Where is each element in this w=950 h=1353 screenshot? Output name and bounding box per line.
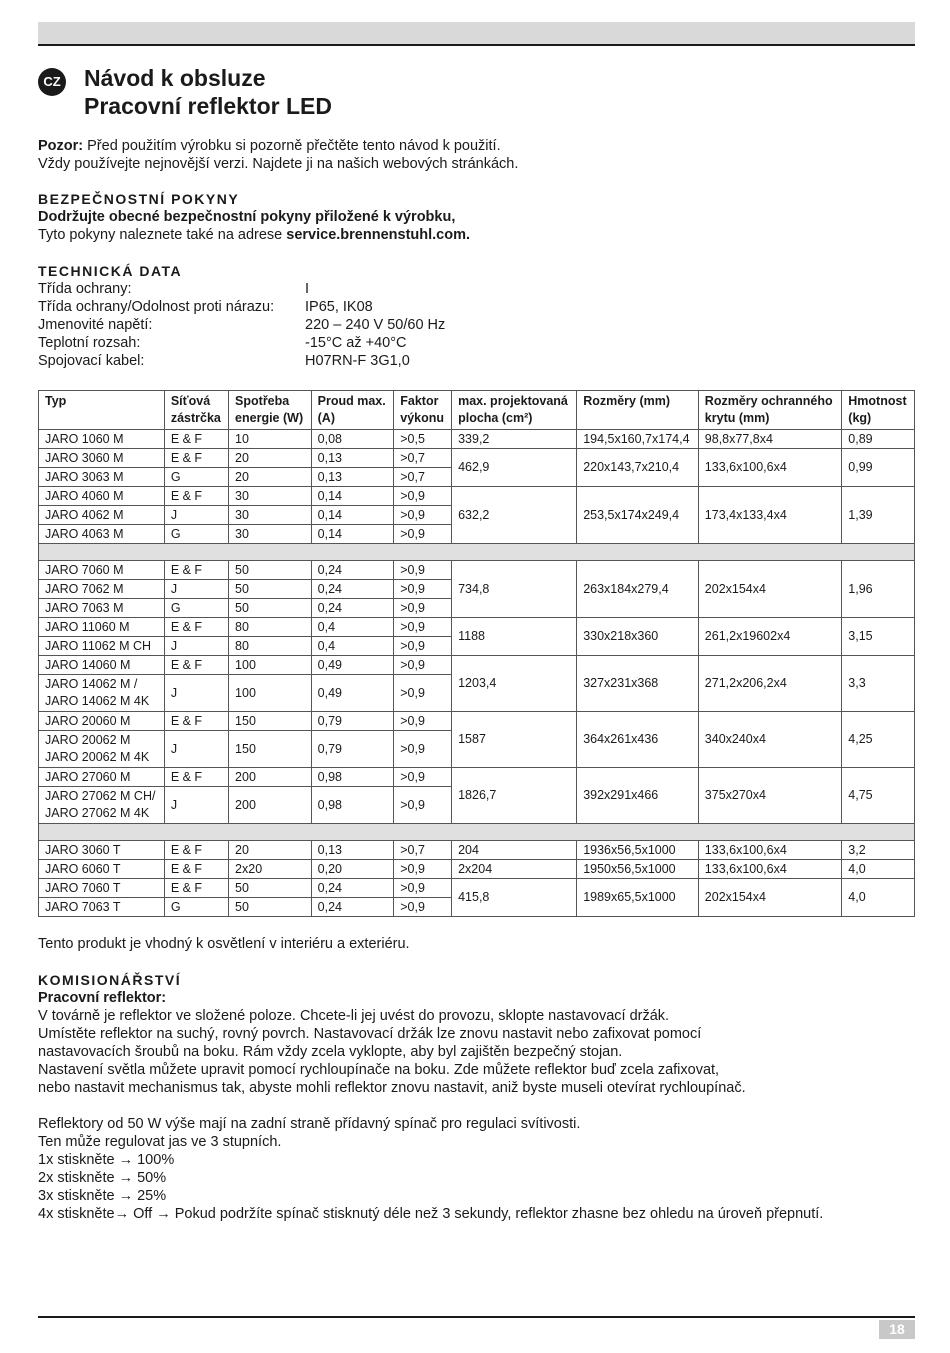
power-factor-cell: >0,9 [394, 879, 452, 898]
power-factor-cell: >0,9 [394, 898, 452, 917]
type-cell [39, 860, 165, 879]
power-factor-cell: >0,9 [394, 656, 452, 675]
current-cell: 0,08 [311, 430, 394, 449]
power-cell: 200 [229, 768, 312, 787]
notice-line-1: Před použitím výrobku si pozorně přečtěte tento návod k použití. [83, 138, 501, 154]
power-cell: 50 [229, 599, 312, 618]
dimensions-cell: 1989x65,5x1000 [577, 879, 699, 917]
type-cell [39, 841, 165, 860]
current-cell: 0,14 [311, 525, 394, 544]
plug-cell: E & F [164, 449, 228, 468]
plug-cell: J [164, 675, 228, 712]
power-factor-cell: >0,7 [394, 841, 452, 860]
power-cell: 30 [229, 487, 312, 506]
spec-row [38, 316, 915, 334]
plug-cell: E & F [164, 656, 228, 675]
spec-value: 220 – 240 V 50/60 Hz [305, 317, 446, 333]
column-header-line-2: zástrčka [170, 411, 221, 425]
type-line-1: JARO 1060 M [45, 431, 124, 446]
area-cell: 1826,7 [452, 768, 577, 824]
product-table [38, 390, 915, 917]
type-line-1: JARO 3060 M [45, 450, 124, 465]
dimensions-cell: 327x231x368 [577, 656, 699, 712]
power-cell: 20 [229, 468, 312, 487]
current-cell: 0,13 [311, 468, 394, 487]
weight-cell: 0,99 [842, 449, 915, 487]
spec-row [38, 280, 915, 298]
dimensions-cell: 330x218x360 [577, 618, 699, 656]
type-cell [39, 506, 165, 525]
blank-line [38, 1097, 915, 1115]
weight-cell: 4,0 [842, 879, 915, 917]
dimensions-cell: 194,5x160,7x174,4 [577, 430, 699, 449]
type-cell [39, 618, 165, 637]
current-cell: 0,24 [311, 580, 394, 599]
column-header [394, 391, 452, 430]
power-factor-cell: >0,9 [394, 561, 452, 580]
housing-cell: 375x270x4 [698, 768, 841, 824]
technical-data-section [38, 262, 915, 370]
spec-list [38, 280, 915, 370]
area-cell: 734,8 [452, 561, 577, 618]
top-header-bar [38, 22, 915, 46]
type-line-2: JARO 27062 M 4K [45, 806, 150, 820]
plug-cell: G [164, 898, 228, 917]
type-line-2: JARO 20062 M 4K [45, 750, 150, 764]
commissioning-line: Ten může regulovat jas ve 3 stupních. [38, 1134, 282, 1150]
current-cell: 0,49 [311, 675, 394, 712]
power-factor-cell: >0,9 [394, 618, 452, 637]
weight-cell: 3,3 [842, 656, 915, 712]
type-cell [39, 449, 165, 468]
plug-cell: J [164, 580, 228, 599]
current-cell: 0,14 [311, 506, 394, 525]
area-cell: 462,9 [452, 449, 577, 487]
table-row [39, 860, 915, 879]
safety-bold-line: Dodržujte obecné bezpečnostní pokyny přiložené k výrobku, [38, 209, 456, 225]
type-cell [39, 430, 165, 449]
housing-cell: 261,2x19602x4 [698, 618, 841, 656]
power-cell: 50 [229, 898, 312, 917]
current-cell: 0,13 [311, 841, 394, 860]
type-line-1: JARO 11060 M [45, 619, 130, 634]
column-header [842, 391, 915, 430]
power-factor-cell: >0,9 [394, 637, 452, 656]
weight-cell: 4,0 [842, 860, 915, 879]
plug-cell: E & F [164, 879, 228, 898]
type-cell [39, 656, 165, 675]
spec-row [38, 298, 915, 316]
area-cell: 339,2 [452, 430, 577, 449]
spec-row [38, 352, 915, 370]
type-cell [39, 768, 165, 787]
table-row [39, 879, 915, 898]
power-cell: 50 [229, 879, 312, 898]
power-factor-cell: >0,9 [394, 506, 452, 525]
type-line-1: JARO 11062 M CH [45, 638, 152, 653]
plug-cell: J [164, 731, 228, 768]
column-header-line-2: krytu (mm) [704, 411, 770, 425]
separator-cell [39, 824, 915, 841]
type-line-1: JARO 20060 M [45, 713, 131, 728]
weight-cell: 0,89 [842, 430, 915, 449]
column-header-line-2: energie (W) [235, 411, 304, 425]
current-cell: 0,24 [311, 599, 394, 618]
weight-cell: 4,75 [842, 768, 915, 824]
column-header [577, 391, 699, 430]
spec-value: -15°C až +40°C [305, 335, 407, 351]
type-cell [39, 675, 165, 712]
housing-cell: 173,4x133,4x4 [698, 487, 841, 544]
table-row [39, 430, 915, 449]
type-line-1: JARO 27062 M CH/ [45, 789, 156, 803]
type-line-2: JARO 14062 M 4K [45, 694, 150, 708]
power-cell: 50 [229, 580, 312, 599]
housing-cell: 98,8x77,8x4 [698, 430, 841, 449]
commissioning-line: 4x stiskněte→ Off → Pokud podržíte spínač stisknutý déle než 3 sekundy, reflektor zhasne bez ohledu na úroveň přepnutí. [38, 1206, 824, 1222]
separator-cell [39, 544, 915, 561]
spec-label: Jmenovité napětí: [38, 317, 153, 333]
commissioning-line: 3x stiskněte → 25% [38, 1188, 167, 1204]
housing-cell: 202x154x4 [698, 879, 841, 917]
commissioning-text [38, 1007, 915, 1223]
service-url-link[interactable]: service.brennenstuhl.com. [286, 227, 471, 243]
type-line-1: JARO 3060 T [45, 842, 121, 857]
table-separator-row [39, 544, 915, 561]
column-header-line-1: Rozměry (mm) [583, 394, 671, 408]
dimensions-cell: 392x291x466 [577, 768, 699, 824]
current-cell: 0,79 [311, 731, 394, 768]
current-cell: 0,49 [311, 656, 394, 675]
plug-cell: E & F [164, 430, 228, 449]
column-header [164, 391, 228, 430]
area-cell: 1203,4 [452, 656, 577, 712]
column-header-line-1: max. projektovaná [458, 394, 568, 408]
current-cell: 0,24 [311, 898, 394, 917]
table-header-row [39, 391, 915, 430]
plug-cell: E & F [164, 561, 228, 580]
plug-cell: G [164, 599, 228, 618]
page-title [84, 64, 332, 120]
plug-cell: J [164, 637, 228, 656]
weight-cell: 4,25 [842, 712, 915, 768]
dimensions-cell: 220x143,7x210,4 [577, 449, 699, 487]
commissioning-line: Reflektory od 50 W výše mají na zadní straně přídavný spínač pro regulaci svítivosti. [38, 1116, 581, 1132]
plug-cell: J [164, 787, 228, 824]
type-cell [39, 580, 165, 599]
current-cell: 0,13 [311, 449, 394, 468]
power-factor-cell: >0,9 [394, 525, 452, 544]
type-cell [39, 879, 165, 898]
spec-value: IP65, IK08 [305, 299, 373, 315]
spec-label: Třída ochrany: [38, 281, 132, 297]
plug-cell: E & F [164, 487, 228, 506]
area-cell: 632,2 [452, 487, 577, 544]
weight-cell: 3,2 [842, 841, 915, 860]
type-line-1: JARO 7060 T [45, 880, 121, 895]
table-row [39, 768, 915, 787]
column-header-line-1: Rozměry ochranného [704, 394, 833, 408]
power-cell: 10 [229, 430, 312, 449]
plug-cell: J [164, 506, 228, 525]
notice-line-2: Vždy používejte nejnovější verzi. Najdete ji na našich webových stránkách. [38, 156, 519, 172]
power-factor-cell: >0,9 [394, 599, 452, 618]
type-line-1: JARO 7060 M [45, 562, 124, 577]
table-row [39, 712, 915, 731]
plug-cell: G [164, 468, 228, 487]
plug-cell: E & F [164, 618, 228, 637]
power-factor-cell: >0,9 [394, 487, 452, 506]
area-cell: 1587 [452, 712, 577, 768]
current-cell: 0,20 [311, 860, 394, 879]
type-cell [39, 898, 165, 917]
power-cell: 80 [229, 618, 312, 637]
power-cell: 30 [229, 506, 312, 525]
technical-data-heading: TECHNICKÁ DATA [38, 263, 183, 279]
current-cell: 0,98 [311, 787, 394, 824]
spec-label: Teplotní rozsah: [38, 335, 141, 351]
power-cell: 80 [229, 637, 312, 656]
type-cell [39, 731, 165, 768]
weight-cell: 3,15 [842, 618, 915, 656]
plug-cell: E & F [164, 841, 228, 860]
power-cell: 20 [229, 449, 312, 468]
dimensions-cell: 253,5x174x249,4 [577, 487, 699, 544]
power-factor-cell: >0,7 [394, 468, 452, 487]
column-header [39, 391, 165, 430]
notice-label: Pozor: [38, 138, 84, 154]
spec-label: Spojovací kabel: [38, 353, 145, 369]
weight-cell: 1,96 [842, 561, 915, 618]
power-cell: 30 [229, 525, 312, 544]
area-cell: 1188 [452, 618, 577, 656]
housing-cell: 340x240x4 [698, 712, 841, 768]
table-separator-row [39, 824, 915, 841]
housing-cell: 133,6x100,6x4 [698, 449, 841, 487]
plug-cell: E & F [164, 768, 228, 787]
commissioning-line: Nastavení světla můžete upravit pomocí rychloupínače na boku. Zde můžete reflektor buď zcela zafixovat, [38, 1062, 720, 1078]
column-header-line-1: Hmotnost [848, 394, 907, 408]
title-line-2: Pracovní reflektor LED [84, 93, 332, 119]
type-line-1: JARO 20062 M [45, 733, 131, 747]
safety-line: Tyto pokyny naleznete také na adrese [38, 227, 287, 243]
type-line-1: JARO 4060 M [45, 488, 124, 503]
weight-cell: 1,39 [842, 487, 915, 544]
current-cell: 0,98 [311, 768, 394, 787]
type-cell [39, 487, 165, 506]
current-cell: 0,14 [311, 487, 394, 506]
power-factor-cell: >0,7 [394, 449, 452, 468]
type-line-1: JARO 4062 M [45, 507, 124, 522]
commissioning-section [38, 971, 915, 1223]
column-header [452, 391, 577, 430]
column-header-line-1: Síťová [170, 394, 211, 408]
table-row [39, 449, 915, 468]
type-line-1: JARO 7062 M [45, 581, 124, 596]
type-line-1: JARO 14062 M / [45, 677, 138, 691]
commissioning-heading: KOMISIONÁŘSTVÍ [38, 972, 182, 988]
power-factor-cell: >0,9 [394, 712, 452, 731]
type-cell [39, 712, 165, 731]
housing-cell: 133,6x100,6x4 [698, 841, 841, 860]
commissioning-line: V továrně je reflektor ve složené poloze. Chcete-li jej uvést do provozu, sklopte nastavovací držák. [38, 1008, 670, 1024]
power-factor-cell: >0,5 [394, 430, 452, 449]
table-row [39, 487, 915, 506]
power-cell: 20 [229, 841, 312, 860]
plug-cell: E & F [164, 860, 228, 879]
column-header-line-2: (kg) [848, 411, 872, 425]
power-cell: 150 [229, 712, 312, 731]
column-header-line-1: Spotřeba [235, 394, 290, 408]
type-cell [39, 599, 165, 618]
suitability-note: Tento produkt je vhodný k osvětlení v interiéru a exteriéru. [38, 936, 410, 952]
spec-value: H07RN-F 3G1,0 [305, 353, 410, 369]
language-badge: CZ [38, 68, 66, 96]
table-row [39, 656, 915, 675]
current-cell: 0,24 [311, 879, 394, 898]
spec-row [38, 334, 915, 352]
type-line-1: JARO 14060 M [45, 657, 131, 672]
commissioning-line: nebo nastavit mechanismus tak, abyste mohli reflektor znovu nastavit, aniž byste museli otevírat rychloupínač. [38, 1080, 746, 1096]
current-cell: 0,79 [311, 712, 394, 731]
dimensions-cell: 1936x56,5x1000 [577, 841, 699, 860]
safety-heading: BEZPEČNOSTNÍ POKYNY [38, 191, 240, 207]
table-row [39, 841, 915, 860]
column-header [698, 391, 841, 430]
safety-section [38, 190, 915, 244]
type-cell [39, 561, 165, 580]
power-cell: 2x20 [229, 860, 312, 879]
column-header-line-1: Typ [45, 394, 67, 408]
housing-cell: 202x154x4 [698, 561, 841, 618]
power-factor-cell: >0,9 [394, 860, 452, 879]
column-header [311, 391, 394, 430]
column-header-line-1: Faktor [400, 394, 439, 408]
power-factor-cell: >0,9 [394, 787, 452, 824]
power-factor-cell: >0,9 [394, 580, 452, 599]
power-cell: 100 [229, 656, 312, 675]
commissioning-line: 2x stiskněte → 50% [38, 1170, 167, 1186]
commissioning-line: 1x stiskněte → 100% [38, 1152, 175, 1168]
spec-label: Třída ochrany/Odolnost proti nárazu: [38, 299, 275, 315]
table-row [39, 618, 915, 637]
area-cell: 415,8 [452, 879, 577, 917]
dimensions-cell: 364x261x436 [577, 712, 699, 768]
spec-value: I [305, 281, 310, 297]
type-line-1: JARO 7063 T [45, 899, 121, 914]
dimensions-cell: 263x184x279,4 [577, 561, 699, 618]
dimensions-cell: 1950x56,5x1000 [577, 860, 699, 879]
commissioning-line: Umístěte reflektor na suchý, rovný povrch. Nastavovací držák lze znovu nastavit nebo zafixovat pomocí [38, 1026, 702, 1042]
title-line-1: Návod k obsluze [84, 65, 266, 91]
plug-cell: G [164, 525, 228, 544]
table-row [39, 561, 915, 580]
type-cell [39, 787, 165, 824]
type-line-1: JARO 3063 M [45, 469, 124, 484]
type-line-1: JARO 7063 M [45, 600, 124, 615]
area-cell: 204 [452, 841, 577, 860]
power-factor-cell: >0,9 [394, 768, 452, 787]
commissioning-subheading: Pracovní reflektor: [38, 990, 167, 1006]
current-cell: 0,4 [311, 637, 394, 656]
column-header [229, 391, 312, 430]
commissioning-line: nastavovacích šroubů na boku. Rám vždy zcela vyklopte, aby byl zajištěn bezpečný stojan. [38, 1044, 623, 1060]
column-header-line-2: výkonu [400, 411, 445, 425]
power-cell: 200 [229, 787, 312, 824]
power-factor-cell: >0,9 [394, 675, 452, 712]
type-cell [39, 525, 165, 544]
power-cell: 150 [229, 731, 312, 768]
type-line-1: JARO 6060 T [45, 861, 121, 876]
housing-cell: 271,2x206,2x4 [698, 656, 841, 712]
column-header-line-1: Proud max. [317, 394, 386, 408]
power-cell: 100 [229, 675, 312, 712]
footer-divider [38, 1316, 915, 1318]
intro-notice [38, 137, 915, 173]
column-header-line-2: plocha (cm²) [458, 411, 533, 425]
plug-cell: E & F [164, 712, 228, 731]
type-cell [39, 637, 165, 656]
area-cell: 2x204 [452, 860, 577, 879]
type-line-1: JARO 27060 M [45, 769, 131, 784]
table-body [39, 430, 915, 917]
power-cell: 50 [229, 561, 312, 580]
housing-cell: 133,6x100,6x4 [698, 860, 841, 879]
page-number: 18 [879, 1320, 915, 1339]
type-cell [39, 468, 165, 487]
column-header-line-2: (A) [317, 411, 335, 425]
power-factor-cell: >0,9 [394, 731, 452, 768]
current-cell: 0,24 [311, 561, 394, 580]
current-cell: 0,4 [311, 618, 394, 637]
type-line-1: JARO 4063 M [45, 526, 124, 541]
